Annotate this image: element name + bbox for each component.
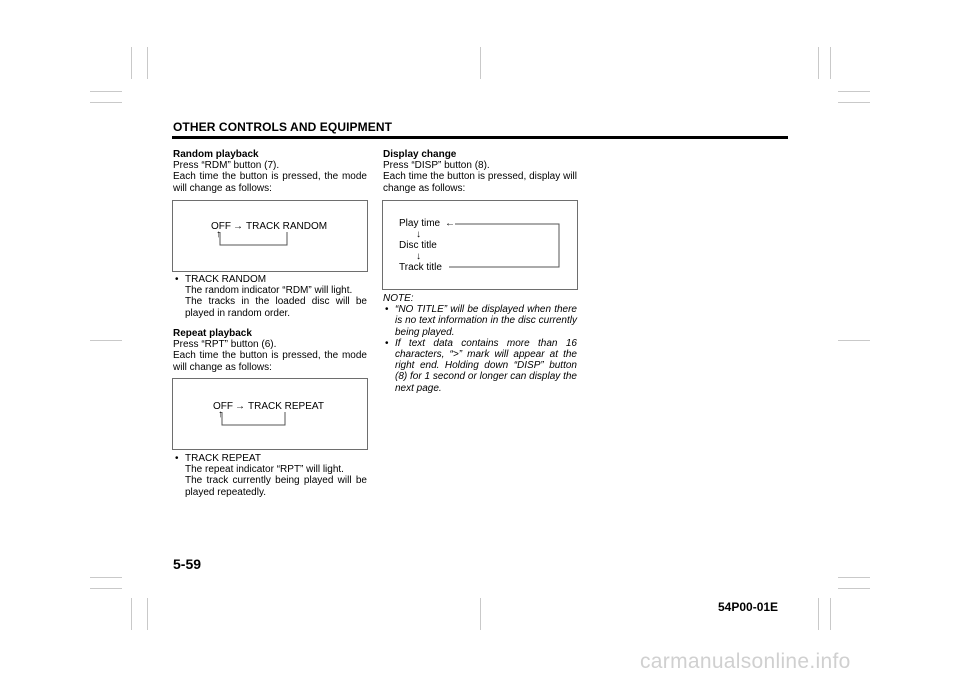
- repeat-heading: Repeat playback: [173, 328, 252, 339]
- repeat-bullet-title: TRACK REPEAT: [185, 453, 261, 464]
- random-diagram-mode: TRACK RANDOM: [246, 221, 328, 232]
- display-down-arrow-1: ↓: [416, 229, 421, 240]
- display-back-arrow: ←: [445, 218, 455, 229]
- note-item-1: “NO TITLE” will be displayed when there is no text information in the disc currently being played.: [395, 304, 577, 338]
- repeat-section: [173, 328, 367, 373]
- display-item-disc-title: Disc title: [399, 240, 437, 251]
- note-section: [383, 293, 577, 394]
- random-instruction: Press “RDM” button (7).: [173, 160, 280, 172]
- repeat-instruction: Press “RPT” button (6).: [173, 339, 277, 351]
- header-rule: [172, 136, 788, 139]
- repeat-diagram-mode: TRACK REPEAT: [248, 401, 324, 412]
- left-column: [173, 149, 367, 194]
- random-description: Each time the button is pressed, the mode will change as follows:: [173, 171, 367, 194]
- repeat-diagram-off: OFF: [213, 401, 233, 412]
- note-label: NOTE:: [383, 293, 414, 304]
- watermark: carmanualsonline.info: [640, 650, 851, 673]
- repeat-bullet-line1: The repeat indicator “RPT” will light.: [185, 464, 344, 476]
- random-diagram-off: OFF: [211, 221, 231, 232]
- random-return-loop: [215, 230, 295, 250]
- bullet-dot: •: [175, 453, 179, 464]
- document-code: 54P00-01E: [718, 600, 779, 614]
- repeat-diagram-arrow: →: [235, 401, 245, 412]
- repeat-diagram-return-arrow: ↑: [218, 409, 223, 420]
- random-diagram-return-arrow: ↑: [216, 229, 221, 240]
- repeat-return-loop: [217, 410, 297, 430]
- display-down-arrow-2: ↓: [416, 251, 421, 262]
- random-heading: Random playback: [173, 149, 259, 160]
- random-bullet-title: TRACK RANDOM: [185, 274, 267, 285]
- random-diagram-arrow: →: [233, 221, 243, 232]
- display-heading: Display change: [383, 149, 457, 160]
- random-bullet-line2: The tracks in the loaded disc will be played in random order.: [185, 296, 367, 319]
- random-bullet-line1: The random indicator “RDM” will light.: [185, 285, 353, 297]
- bullet-dot: •: [175, 274, 179, 285]
- page-number: 5-59: [173, 556, 202, 572]
- display-return-loop: [445, 220, 565, 272]
- section-title: OTHER CONTROLS AND EQUIPMENT: [173, 120, 393, 134]
- note-item-2: If text data contains more than 16 characters, “>” mark will appear at the right end. Holding down “DISP” button (8) for 1 second or longer can display the next page.: [395, 337, 577, 394]
- note-bullet-dot: •: [385, 337, 389, 349]
- display-instruction: Press “DISP” button (8).: [383, 160, 490, 172]
- display-item-play-time: Play time: [399, 218, 441, 229]
- display-description: Each time the button is pressed, display will change as follows:: [383, 171, 577, 194]
- random-bullet: [173, 274, 367, 319]
- repeat-bullet-line2: The track currently being played will be played repeatedly.: [185, 475, 367, 498]
- display-item-track-title: Track title: [399, 262, 442, 273]
- note-bullet-dot: •: [385, 304, 389, 316]
- repeat-bullet: [173, 453, 367, 498]
- repeat-description: Each time the button is pressed, the mode will change as follows:: [173, 350, 367, 373]
- right-column: [383, 149, 577, 194]
